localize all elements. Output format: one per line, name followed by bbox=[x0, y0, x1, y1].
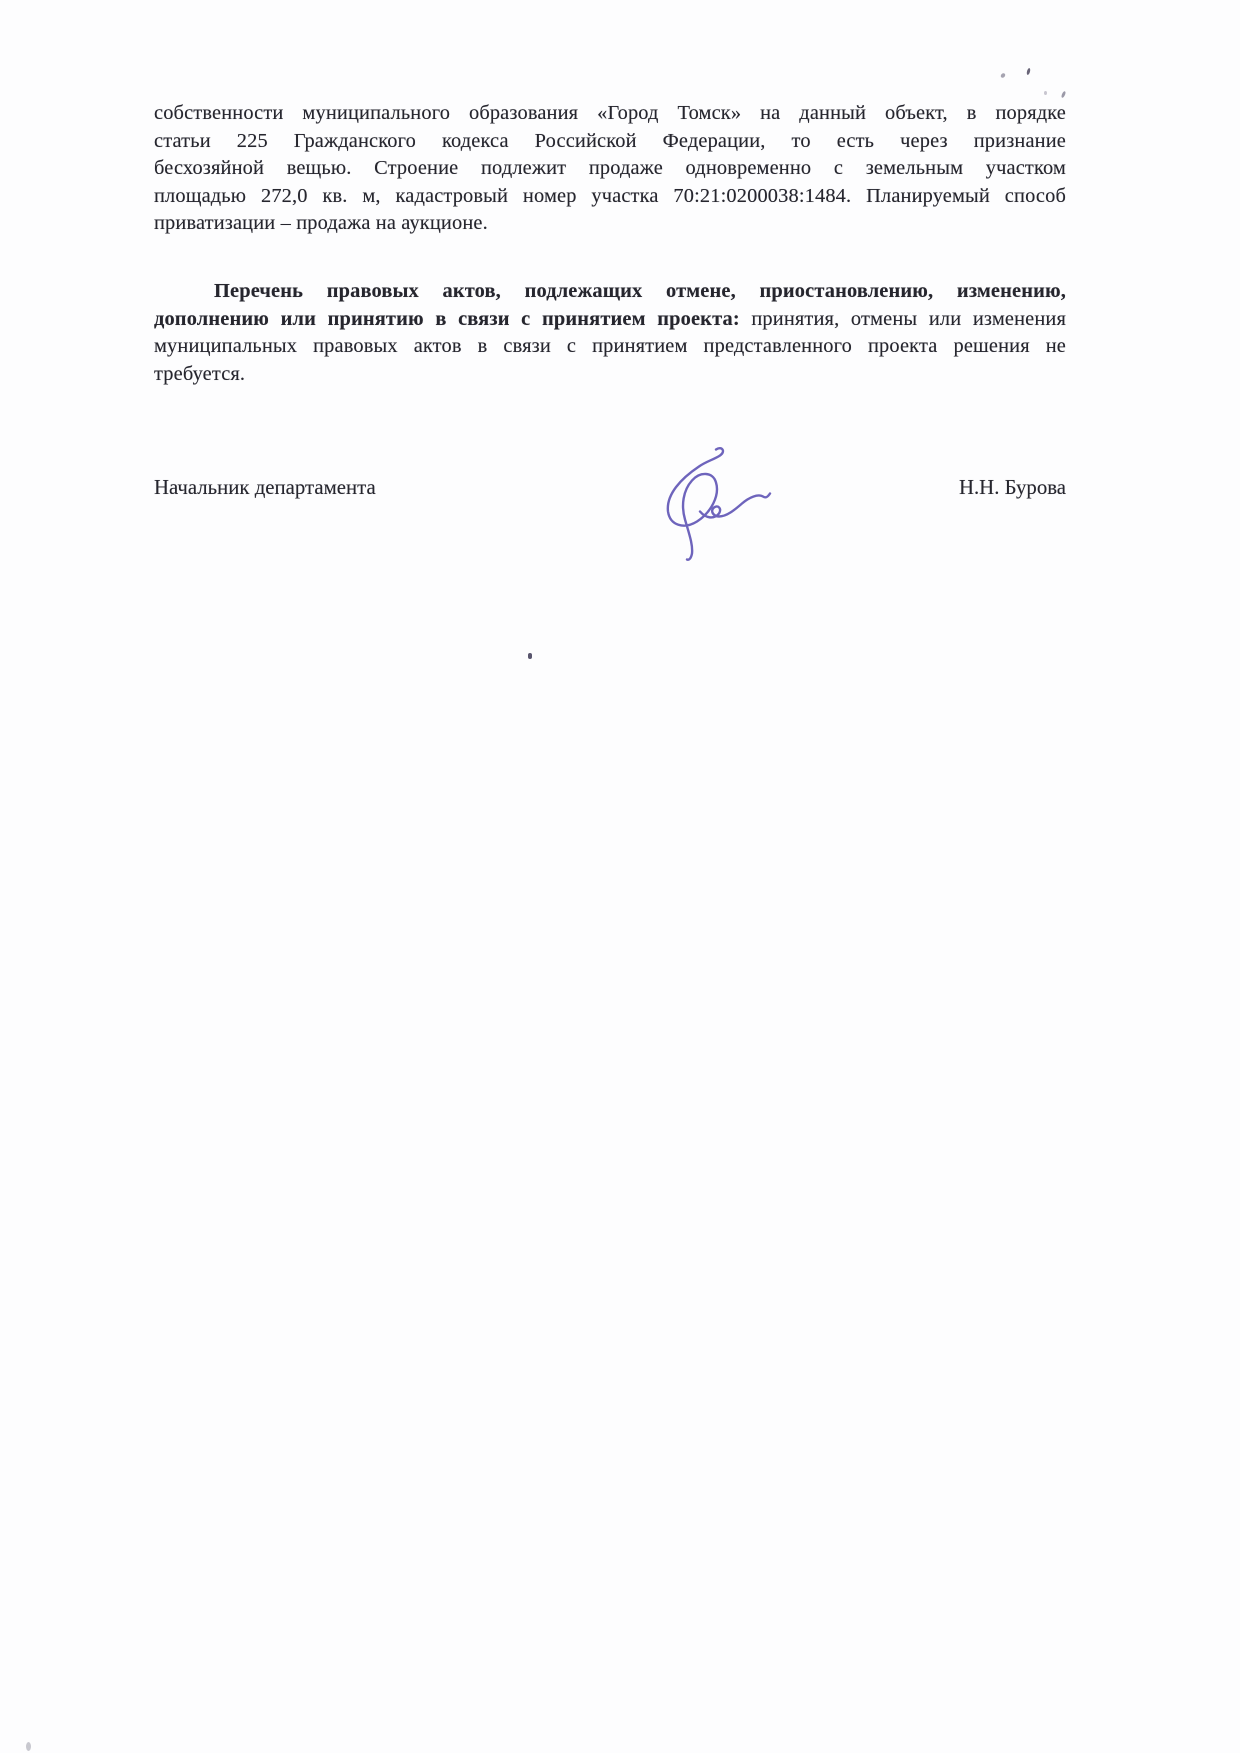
paragraph-line: муниципальных правовых актов в связи с принятием представленного проекта решения не bbox=[154, 335, 1066, 358]
paragraph-line: статьи 225 Гражданского кодекса Российской Федерации, то есть через признание bbox=[154, 129, 1066, 152]
paragraph-line: площадью 272,0 кв. м, кадастровый номер участка 70:21:0200038:1484. Планируемый способ bbox=[154, 184, 1066, 207]
scan-speck bbox=[1044, 91, 1047, 95]
scan-speck bbox=[1026, 68, 1031, 76]
paragraph-line: требуется. bbox=[154, 362, 246, 385]
paragraph-line: Перечень правовых актов, подлежащих отмене, приостановлению, изменению, bbox=[214, 280, 1066, 302]
bold-run: дополнению или принятию в связи с принятием проекта: bbox=[154, 307, 740, 330]
regular-run: принятия, отмены или изменения bbox=[751, 307, 1066, 330]
paragraph-privatization-terms bbox=[154, 100, 1066, 238]
paragraph-line: собственности муниципального образования «Город Томск» на данный объект, в порядке bbox=[154, 102, 1066, 124]
signer-position-title: Начальник департамента bbox=[154, 476, 376, 499]
scan-speck bbox=[1000, 72, 1006, 78]
signer-name: Н.Н. Бурова bbox=[958, 476, 1066, 499]
paragraph-line bbox=[154, 306, 1066, 334]
paragraph-line: бесхозяйной вещью. Строение подлежит продаже одновременно с земельным участком bbox=[154, 157, 1066, 180]
scan-speck bbox=[1061, 91, 1067, 99]
paragraph-line: приватизации – продажа на аукционе. bbox=[154, 212, 488, 235]
signature-row bbox=[154, 474, 1066, 502]
scan-speck bbox=[26, 1742, 31, 1751]
scan-speck bbox=[528, 653, 532, 659]
paragraph-legal-acts-list bbox=[154, 278, 1066, 388]
